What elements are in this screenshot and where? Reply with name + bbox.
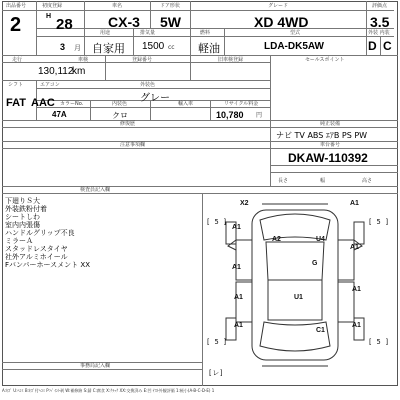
divider [366, 1, 367, 56]
note-8: 社外アルミホイール [5, 253, 68, 261]
divider [224, 28, 225, 55]
type-label: 型式 [290, 30, 301, 36]
grade-label: グレード [268, 3, 289, 9]
divider [2, 369, 202, 370]
chassis-number: DKAW-110392 [288, 151, 368, 165]
dim-width-label: 幅 [320, 178, 326, 184]
doors-label: ドア形状 [160, 3, 180, 9]
note-1: 下廻りＳ大 [5, 197, 40, 205]
spare-bracket: [レ] [208, 369, 224, 377]
divider [270, 172, 398, 173]
damage-mark: A2 [272, 236, 281, 243]
legend: A:ｷｽﾞ U:ﾍｺﾐ B:ｷｽﾞ付ﾍｺﾐ P:ﾍﾟｲﾝﾄ剥 W:補修跡 S:錆 C:腐食 X:ｸﾗｯｸ XX:交換済み E:凹 ﾃｽﾄ外観評価 1:極小(A-B-C-D-E) 1 [2, 388, 215, 393]
cc-label: 排気量 [140, 30, 156, 36]
damage-mark: A1 [232, 224, 241, 231]
staff-label: 事務局記入欄 [80, 363, 111, 369]
month-value: 3 [60, 42, 66, 52]
damage-mark: G [312, 260, 318, 267]
damage-mark: A1 [234, 322, 243, 329]
tire-depth-rr: [ 5 ] [368, 338, 390, 346]
note-3: シートしわ [5, 213, 40, 221]
damage-mark: A1 [350, 200, 359, 207]
divider [2, 10, 394, 11]
divider [2, 80, 270, 81]
report-label: 検査員記入欄 [80, 187, 111, 193]
divider [190, 55, 191, 80]
divider [270, 55, 271, 186]
year-value: 28 [56, 16, 73, 33]
tire-depth-rf: [ 5 ] [368, 218, 390, 226]
divider [210, 100, 211, 120]
divider [202, 193, 203, 386]
note-5: ハンドルグリップ不良 [5, 229, 75, 237]
tire-depth-lf: [ 5 ] [206, 218, 228, 226]
chassis-label: 車台番号 [320, 142, 341, 148]
dim-height-label: 高さ [362, 178, 373, 184]
year-label: 初度登録 [42, 3, 63, 9]
grade-value: XD 4WD [254, 14, 309, 30]
cc-unit: cc [168, 44, 175, 51]
damage-mark: C1 [316, 327, 325, 334]
tire-depth-lr: [ 5 ] [206, 338, 228, 346]
month-unit: 月 [74, 44, 81, 52]
divider [90, 100, 91, 120]
divider [84, 1, 85, 56]
usage-label: 用途 [100, 30, 111, 36]
history-label: 修復歴 [120, 121, 136, 127]
mileage-value: 130,112 [38, 66, 74, 77]
divider [2, 148, 398, 149]
note-9: Fバンパーホースメント XX [5, 261, 91, 269]
model-value: CX-3 [108, 14, 140, 30]
damage-mark: U4 [316, 236, 325, 243]
lot-number: 2 [10, 14, 22, 36]
mileage-label: 走行 [12, 57, 23, 63]
cc-value: 1500 [142, 41, 165, 52]
mileage-unit: km [72, 66, 86, 77]
divider [36, 36, 394, 37]
divider [36, 28, 394, 29]
note-4: 室内内張傷 [5, 221, 40, 229]
damage-mark: A1 [352, 322, 361, 329]
ac-value: AAC [31, 97, 55, 109]
damage-mark: A1 [232, 264, 241, 271]
ac-label: エアコン [40, 82, 60, 88]
divider [270, 127, 398, 128]
shift-label: シフト [8, 82, 24, 88]
divider [2, 193, 398, 194]
note-6: ミラーＡ [5, 237, 33, 245]
inspection-label: 車検 [78, 57, 89, 63]
prior-reg-label: 旧車検登録 [218, 57, 244, 63]
divider [270, 165, 398, 166]
car-diagram [222, 200, 368, 370]
divider [190, 1, 191, 56]
era: H [46, 13, 52, 20]
color-no-value: 47A [52, 110, 67, 119]
reg-label: 登録番号 [132, 57, 153, 63]
recycle-fee: 10,780 [216, 110, 244, 120]
damage-mark: U1 [294, 294, 303, 301]
type-value: LDA-DK5AW [264, 41, 324, 52]
model-label: 車名 [112, 3, 123, 9]
divider [150, 1, 151, 28]
score-value: 3.5 [370, 14, 390, 30]
door-left-front [236, 240, 252, 280]
divider [36, 1, 37, 56]
equipment-label: 純正装備 [320, 121, 341, 127]
import-label: 輸入車 [178, 101, 194, 107]
note-7: スタッドレスタイヤ [5, 245, 68, 253]
divider [2, 120, 270, 121]
exterior-color-label: 外装色 [140, 82, 156, 88]
shift-value: FAT [6, 97, 26, 109]
car-body-outline [252, 210, 338, 360]
note-2: 外装鉄粉付着 [5, 205, 47, 213]
recycle-label: リサイクル料金 [224, 101, 259, 107]
damage-mark: A1 [350, 244, 359, 251]
fuel-value: 軽油 [198, 42, 220, 55]
exterior-grade: D [368, 39, 377, 53]
exterior-color-value: グレー [140, 93, 170, 104]
damage-mark: A1 [234, 294, 243, 301]
door-left-rear [236, 282, 252, 322]
score-label: 評価点 [372, 3, 388, 9]
divider [2, 127, 270, 128]
interior-color-label: 内装色 [112, 101, 128, 107]
damage-mark: A1 [352, 286, 361, 293]
divider [380, 36, 381, 55]
interior-color-value: クロ [112, 111, 128, 120]
ext-int-label: 外装 内装 [368, 30, 390, 36]
divider [2, 186, 398, 187]
damage-mark: X2 [240, 200, 249, 207]
recycle-unit: 円 [256, 112, 263, 119]
sales-point-label: セールスポイント [305, 57, 345, 63]
interior-grade: C [383, 39, 392, 53]
notes-label: 注意事項欄 [120, 142, 146, 148]
divider [133, 28, 134, 55]
fuel-label: 燃料 [200, 30, 211, 36]
doors-value: 5W [160, 14, 181, 30]
mirror-left [228, 240, 236, 250]
usage-value: 自家用 [92, 42, 125, 55]
lot-label: 出品番号 [6, 3, 27, 9]
equipment-value: ナビ TV ABS ｴｱB PS PW [276, 131, 368, 140]
divider [105, 55, 106, 80]
color-no-label: カラーNo. [60, 101, 84, 107]
divider [36, 107, 270, 108]
dim-length-label: 長さ [278, 178, 289, 184]
